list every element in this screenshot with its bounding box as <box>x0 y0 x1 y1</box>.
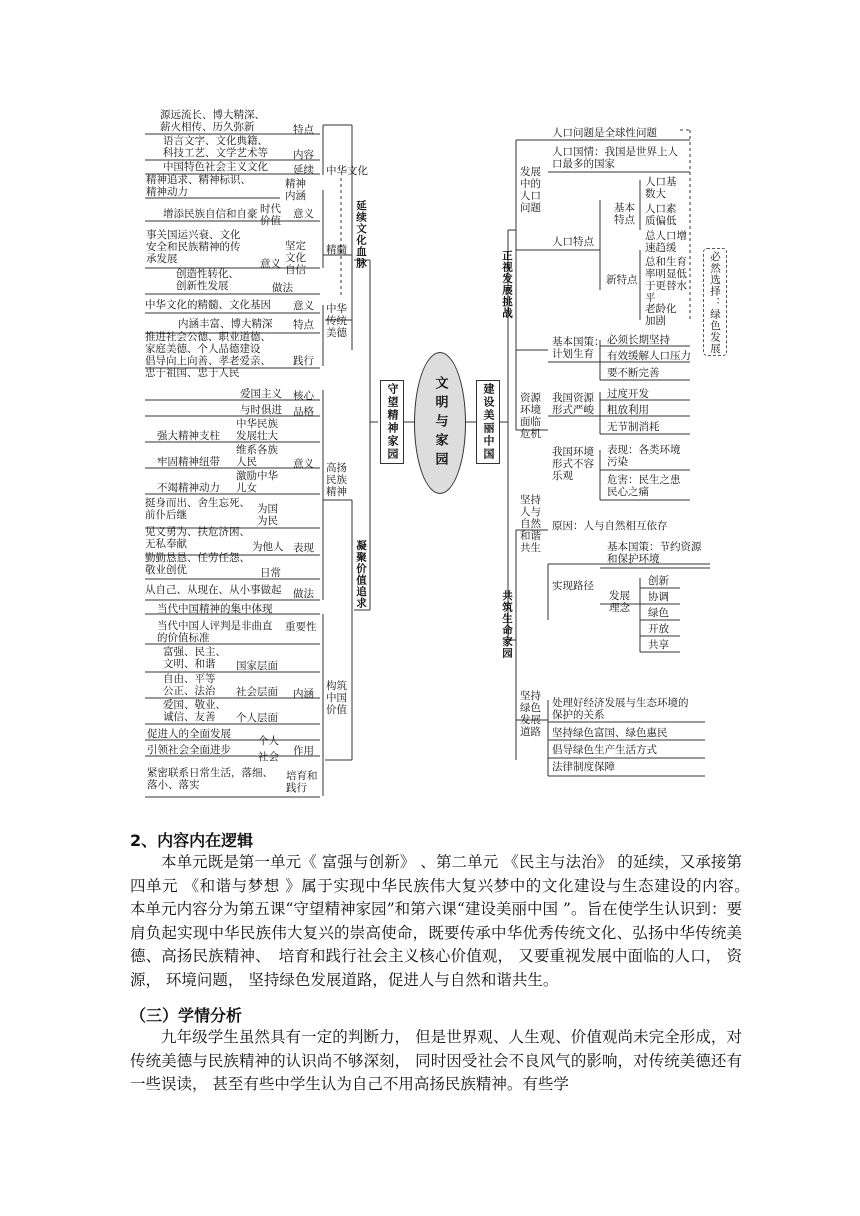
text-suzhi: 人口素 质偏低 <box>645 203 677 227</box>
node-jianding-zixin: 坚定 文化 自信 <box>285 240 306 276</box>
node-hexin: 核心 <box>293 390 314 402</box>
node-chuantong-meide: 中华 传统 美德 <box>326 303 347 339</box>
node-jingshen-yiyi: 意义 <box>293 458 314 470</box>
text-shehui: 自由、平等 公正、法治 <box>163 673 216 697</box>
text-zuoyong-1: 促进人的全面发展 <box>147 728 231 740</box>
node-guoce: 基本国策： 计划生育 <box>552 336 605 360</box>
text-neirong: 语言文字、文化典籍、 科技工艺、文学艺术等 <box>163 135 268 159</box>
text-zengzhang: 总人口增 速趋缓 <box>645 230 687 254</box>
text-jianchi: 必须长期坚持 <box>607 334 670 346</box>
text-dongli: 不竭精神动力 <box>157 482 220 494</box>
text-meide-yiyi: 中华文化的精髓、文化基因 <box>145 299 271 311</box>
text-kaifang: 开放 <box>648 623 669 635</box>
text-richang-r: 日常 <box>260 567 281 579</box>
text-hexin: 爱国主义 <box>240 388 282 400</box>
text-zhizhu-r: 中华民族 发展壮大 <box>236 418 278 442</box>
node-renkou-tedian: 人口特点 <box>552 236 594 248</box>
node-jingshen-neihan: 精神 内涵 <box>285 178 306 202</box>
text-niudai-r: 维系各族 人民 <box>236 444 278 468</box>
node-meide-yiyi: 意义 <box>293 300 314 312</box>
text-pinge: 与时俱进 <box>240 404 282 416</box>
center-label: 文明与家园 <box>432 375 448 471</box>
node-zhongyaoxing: 重要性 <box>285 621 317 633</box>
text-quanqiu: 人口问题是全球性问题 <box>552 127 657 139</box>
text-geren: 爱国、敬业、 诚信、友善 <box>163 699 226 723</box>
node-minzu-jingshen: 高扬 民族 精神 <box>326 462 347 498</box>
node-yanxu: 延续 <box>293 164 314 176</box>
text-huanjie: 有效缓解人口压力 <box>607 350 691 362</box>
node-shehui: 社会层面 <box>236 686 278 698</box>
node-peiyu: 培育和 践行 <box>286 770 318 794</box>
node-shidai-jiazhi: 时代 价值 <box>260 203 281 227</box>
text-wanshan: 要不断完善 <box>607 367 660 379</box>
node-renkou-wenti: 发展 中的 人口 问题 <box>520 166 541 214</box>
text-chuangxin: 创新 <box>648 575 669 587</box>
text-zhizhu: 强大精神支柱 <box>157 430 220 442</box>
text-yanxu: 中国特色社会主义文化 <box>163 161 268 173</box>
text-niudai: 牢固精神纽带 <box>157 456 220 468</box>
text-zuoyong-2: 引领社会全面进步 <box>147 744 231 756</box>
text-daolu-4: 法律制度保障 <box>552 761 615 773</box>
text-weiguo-r: 为国 为民 <box>257 503 278 527</box>
paragraph-logic: 本单元既是第一单元《 富强与创新》 、第二单元 《民主与法治》 的延续，又承接第四单元 《和谐与梦想 》属于实现中华民族伟大复兴梦中的文化建设与生态建设的内容。 本单元内容分为第五课“守望精神家园”和第六课“建设美丽中国 ”。旨在使学生认识到：要肩负起实现中华民族伟大复兴的崇高使命，既要传承中华优秀传统文化、弘扬中华传统美德、高扬民族精神、 培育和践行社会主义核心价值观， 又要重视发展中面临的人口， 资源， 环境问题， 坚持绿色发展道路，促进人与自然和谐共生。 <box>130 853 758 989</box>
node-ziyuan-weiji: 资源 环境 面临 危机 <box>520 392 541 440</box>
text-weitaren-r: 为他人 <box>252 541 284 553</box>
text-zuoyong-2r: 社会 <box>258 751 279 763</box>
text-xietiao: 协调 <box>648 591 669 603</box>
node-neihan: 内涵 <box>293 688 314 700</box>
text-gongxiang: 共享 <box>648 639 669 651</box>
section-heading-logic: 2、内容内在逻辑 <box>130 831 254 850</box>
text-shengyulv: 总和生育 率明显低 于更替水 平 <box>645 256 687 304</box>
center-node <box>414 352 466 494</box>
text-jishu-da: 人口基 数大 <box>645 176 677 200</box>
node-geren: 个人层面 <box>236 712 278 724</box>
text-cufang: 粗放利用 <box>607 404 649 416</box>
node-meide-tedian: 特点 <box>293 319 314 331</box>
node-zixin-yiyi: 意义 <box>260 258 281 270</box>
node-shixian: 实现路径 <box>552 580 594 592</box>
text-yuanyin: 原因：人与自然相互依存 <box>552 520 668 532</box>
text-peiyu: 紧密联系日常生活，落细、 落小、落实 <box>147 767 273 791</box>
node-biaoxian: 表现 <box>293 542 314 554</box>
text-yiyi: 增添民族自信和自豪 <box>163 208 258 220</box>
node-yiyi: 意义 <box>293 208 314 220</box>
text-zhongyao-1: 当代中国精神的集中体现 <box>157 603 273 615</box>
text-biran: 必然选择：绿色发展 <box>709 251 721 355</box>
text-tedian: 源远流长、博大精深、 薪火相传、历久弥新 <box>160 109 265 133</box>
node-linian: 发展 理念 <box>609 590 630 614</box>
node-xin-tedian: 新特点 <box>606 274 638 286</box>
text-guoqing: 人口国情：我国是世界上人 口最多的国家 <box>552 146 678 170</box>
node-shijian: 践行 <box>293 355 314 367</box>
node-zhonghua-wenhua: 中华文化 <box>326 165 368 177</box>
text-zuofa: 创造性转化、 创新性发展 <box>176 268 239 292</box>
text-zuoyong-1r: 个人 <box>258 735 279 747</box>
text-daolu-1: 处理好经济发展与生态环境的 保护的关系 <box>552 697 689 721</box>
text-jingshen-neihan: 精神追求、精神标识、 精神动力 <box>146 174 251 198</box>
node-pinge: 品格 <box>293 406 314 418</box>
text-dongli-r: 激励中华 儿女 <box>236 470 278 494</box>
node-hexie: 坚持 人与 自然 和谐 共生 <box>520 494 541 554</box>
text-richang: 勤勤恳恳、任劳任怨、 敬业创优 <box>145 552 250 576</box>
left-upper-branch: 延续文化血脉 <box>355 200 367 269</box>
node-ziyuan-yanjun: 我国资源 形式严峻 <box>552 392 594 416</box>
node-huanjing-leguan: 我国环境 形式不容 乐观 <box>552 446 594 482</box>
text-biaoxian: 表现：各类环境 污染 <box>607 444 681 468</box>
text-zixin-yiyi: 事关国运兴衰、文化 安全和民族精神的传 承发展 <box>146 229 241 265</box>
biran-box <box>703 248 727 356</box>
section-heading-analysis: （三）学情分析 <box>130 1006 243 1025</box>
node-lvse-daolu: 坚持 绿色 发展 道路 <box>520 690 541 738</box>
text-shijian: 推进社会公德、职业道德、 家庭美德、个人品德建设 倡导向上向善、孝老爱亲、 忠于祖国、忠于人民 <box>145 331 271 379</box>
node-jiben-tedian: 基本 特点 <box>614 202 635 226</box>
text-weitaren: 见义勇为、扶危济困、 无私奉献 <box>145 526 250 550</box>
node-zuoyong: 作用 <box>293 745 314 757</box>
text-meide-tedian: 内涵丰富、博大精深 <box>178 318 273 330</box>
right-lower-branch: 共筑生命家园 <box>501 590 513 659</box>
text-guodu: 过度开发 <box>607 388 649 400</box>
node-guojia: 国家层面 <box>236 660 278 672</box>
left-main-node: 守望精神家园 <box>380 380 404 464</box>
paragraph-analysis: 九年级学生虽然具有一定的判断力， 但是世界观、人生观、价值观尚未完全形成，对传统美德与民族精神的认识尚不够深刻， 同时因受社会不良风气的影响，对传统美德还有一些误读， 甚至有些中学生认为自己不用高扬民族精神。有些学 <box>130 1028 742 1093</box>
right-main-node: 建设美丽中国 <box>476 380 500 464</box>
node-tedian: 特点 <box>293 124 314 136</box>
text-weihai: 危害：民生之患 民心之痛 <box>607 474 681 498</box>
left-lower-branch: 凝聚价值追求 <box>355 540 367 609</box>
node-hexin-jiazhi: 构筑 中国 价值 <box>326 680 347 716</box>
text-xiaohao: 无节制消耗 <box>607 421 660 433</box>
text-guoce2: 基本国策：节约资源 和保护环境 <box>607 541 702 565</box>
text-zuofa2: 从自己、从现在、从小事做起 <box>145 584 282 596</box>
text-daolu-3: 倡导绿色生产生活方式 <box>552 744 657 756</box>
text-zhongyao-2: 当代中国人评判是非曲直 的价值标准 <box>157 620 273 644</box>
node-zuofa: 做法 <box>272 282 293 294</box>
node-neirong: 内容 <box>293 149 314 161</box>
right-upper-branch: 正视发展挑战 <box>501 250 513 319</box>
text-lvse: 绿色 <box>648 607 669 619</box>
text-weiguo: 挺身而出、舍生忘死、 前仆后继 <box>145 497 250 521</box>
node-zuofa2: 做法 <box>293 588 314 600</box>
text-laolinghua: 老龄化 加剧 <box>645 303 677 327</box>
text-guojia: 富强、民主、 文明、和谐 <box>163 646 226 670</box>
text-daolu-2: 坚持绿色富国、绿色惠民 <box>552 727 668 739</box>
node-jingsui: 精髓 <box>326 244 347 256</box>
